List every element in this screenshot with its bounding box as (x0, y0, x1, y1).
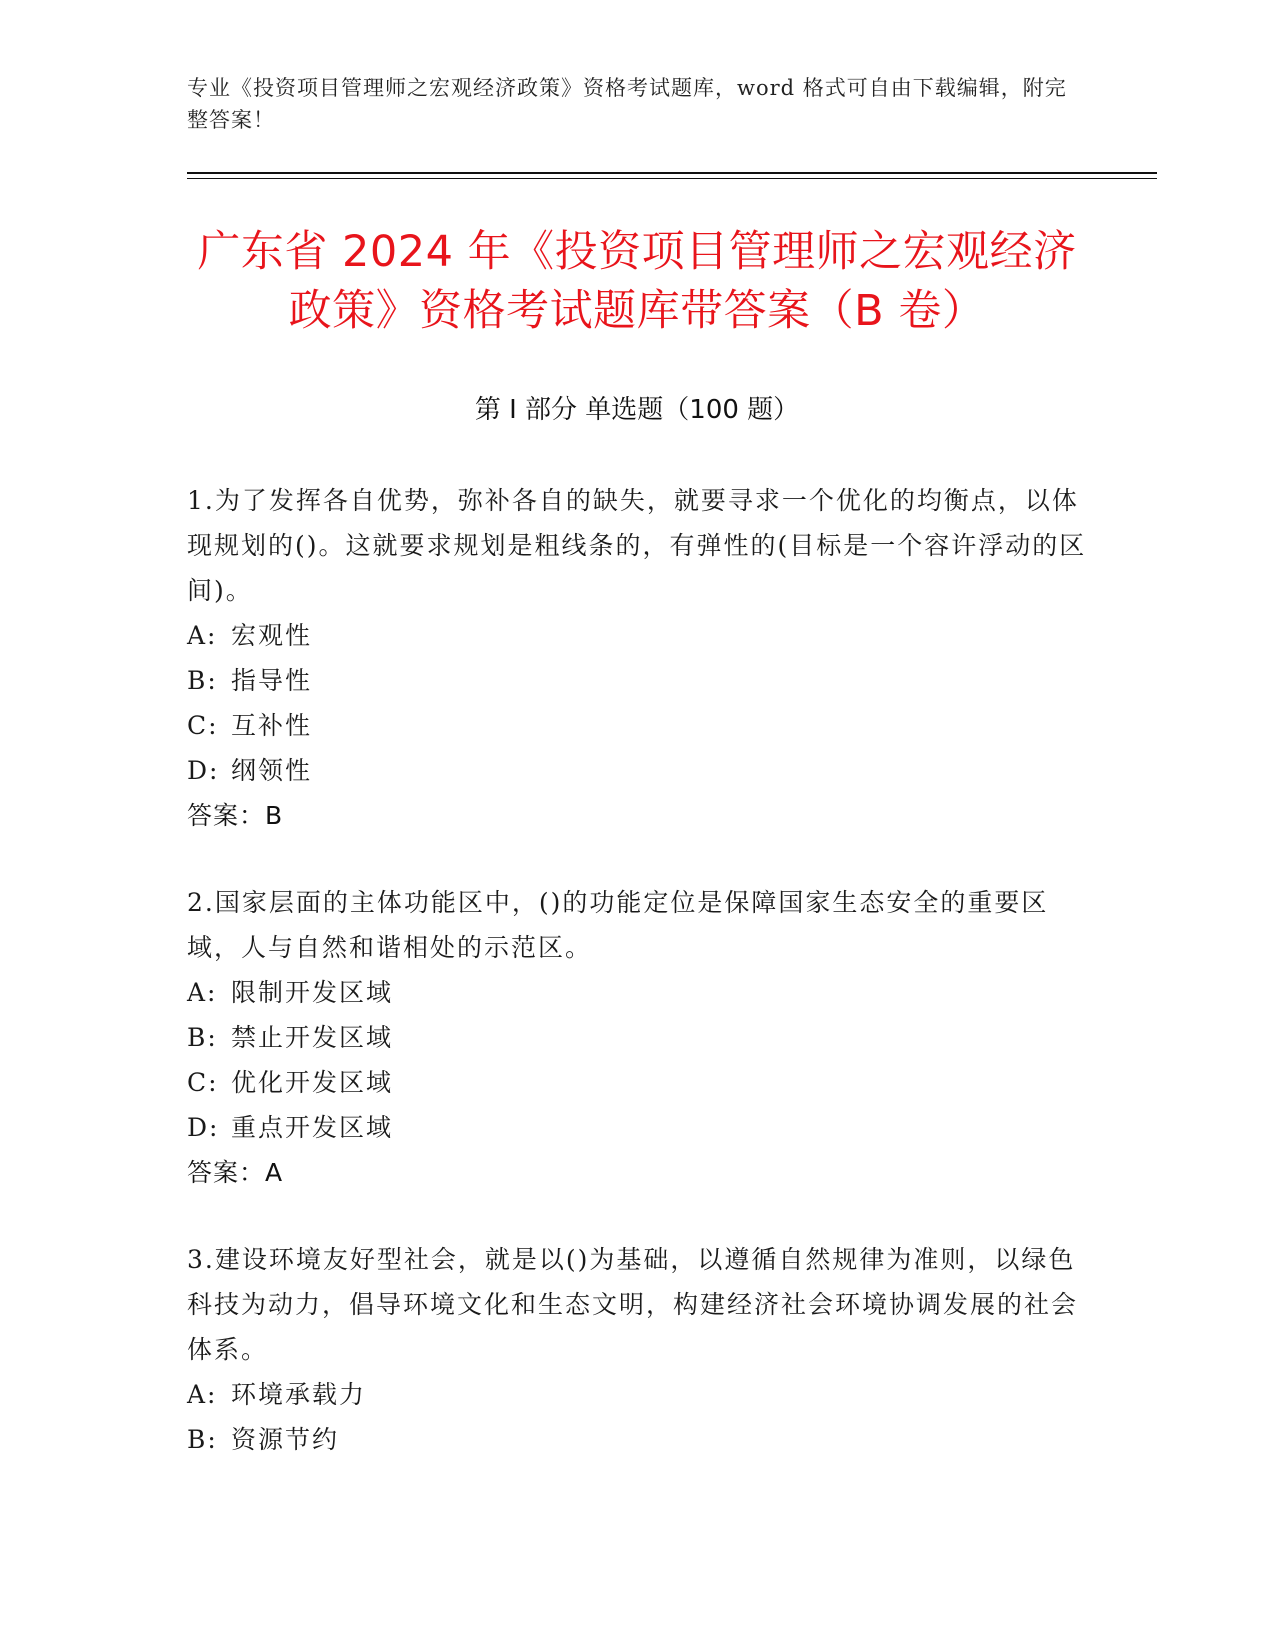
question-text: 3.建设环境友好型社会，就是以()为基础，以遵循自然规律为准则，以绿色科技为动力，倡导环境文化和生态文明，构建经济社会环境协调发展的社会体系。 (187, 1245, 1079, 1364)
divider-thick-line (187, 172, 1157, 174)
option-c (187, 1060, 1157, 1105)
option-d (187, 748, 1157, 793)
option-text: 重点开发区域 (231, 1113, 394, 1142)
option-key: C: (187, 711, 219, 740)
answer-line: 答案：A (187, 1158, 284, 1187)
document-title: 广东省 2024 年《投资项目管理师之宏观经济政策》资格考试题库带答案（B 卷） (197, 227, 1077, 336)
option-text: 限制开发区域 (231, 978, 394, 1007)
option-b (187, 1417, 1157, 1462)
option-b (187, 1015, 1157, 1060)
option-key: A: (187, 978, 218, 1007)
option-text: 禁止开发区域 (231, 1023, 394, 1052)
option-key: D: (187, 1113, 220, 1142)
option-text: 资源节约 (231, 1425, 340, 1454)
question-list (187, 478, 1157, 1462)
option-key: A: (187, 621, 218, 650)
option-d (187, 1105, 1157, 1150)
option-key: C: (187, 1068, 219, 1097)
option-key: B: (187, 1023, 218, 1052)
option-b (187, 658, 1157, 703)
option-text: 指导性 (231, 666, 313, 695)
divider-thin-line (187, 178, 1157, 179)
option-text: 优化开发区域 (231, 1068, 394, 1097)
answer-line: 答案：B (187, 801, 284, 830)
option-text: 互补性 (231, 711, 313, 740)
option-text: 纲领性 (231, 756, 313, 785)
question-2 (187, 880, 1157, 1195)
question-1 (187, 478, 1157, 838)
question-3 (187, 1237, 1157, 1462)
option-a (187, 970, 1157, 1015)
option-c (187, 703, 1157, 748)
option-key: B: (187, 666, 218, 695)
option-text: 环境承载力 (231, 1380, 367, 1409)
option-key: B: (187, 1425, 218, 1454)
header-divider (187, 172, 1157, 179)
option-a (187, 613, 1157, 658)
section-heading: 第 I 部分 单选题（100 题） (474, 395, 800, 425)
header-note: 专业《投资项目管理师之宏观经济政策》资格考试题库，word 格式可自由下载编辑，附完整答案！ (187, 76, 1067, 132)
question-text: 1.为了发挥各自优势，弥补各自的缺失，就要寻求一个优化的均衡点，以体现规划的()。这就要求规划是粗线条的，有弹性的(目标是一个容许浮动的区间)。 (187, 486, 1087, 605)
document-page (187, 72, 1157, 1504)
option-text: 宏观性 (231, 621, 313, 650)
option-key: D: (187, 756, 220, 785)
question-text: 2.国家层面的主体功能区中，()的功能定位是保障国家生态安全的重要区域，人与自然和谐相处的示范区。 (187, 888, 1049, 962)
option-key: A: (187, 1380, 218, 1409)
option-a (187, 1372, 1157, 1417)
